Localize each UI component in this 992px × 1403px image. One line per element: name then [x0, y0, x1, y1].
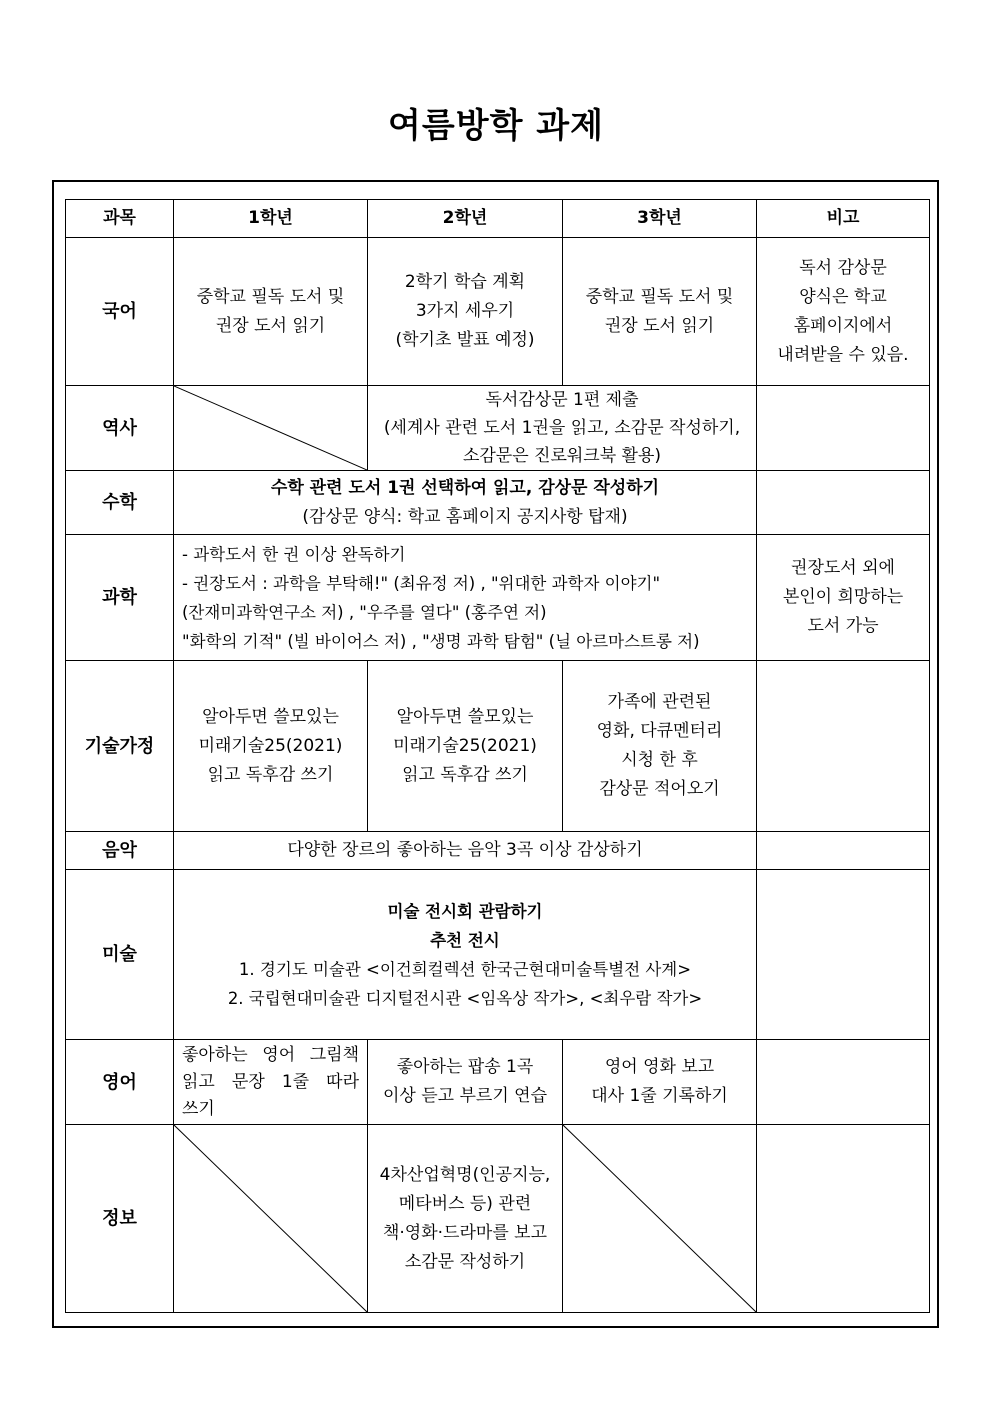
row-tech [66, 661, 930, 832]
row-music [66, 832, 930, 870]
art-note [757, 870, 930, 1040]
math-line2: (감상문 양식: 학교 홈페이지 공지사항 탑재) [302, 506, 628, 527]
header-grade2: 2학년 [368, 200, 563, 238]
korean-note-line1: 독서 감상문 [799, 257, 887, 278]
english-g3-line2: 대사 1줄 기록하기 [591, 1086, 728, 1106]
subject-math: 수학 [66, 471, 174, 535]
history-grade1-empty [174, 386, 368, 471]
science-line2: - 권장도서 : 과학을 부탁해!" (최유정 저) , "위대한 과학자 이야기" [182, 573, 661, 593]
korean-g2-line3: (학기초 발표 예정) [395, 330, 535, 350]
subject-history: 역사 [66, 386, 174, 471]
subject-art: 미술 [66, 870, 174, 1040]
header-grade3: 3학년 [563, 200, 757, 238]
header-row [66, 200, 930, 238]
science-note-line2: 본인이 희망하는 [782, 587, 904, 607]
subject-music: 음악 [66, 832, 174, 870]
tech-g2-line2: 미래기술25(2021) [393, 735, 537, 756]
tech-g2-line1: 알아두면 쓸모있는 [396, 706, 534, 727]
subject-science: 과학 [66, 535, 174, 661]
korean-g1-line1: 중학교 필독 도서 및 [196, 286, 345, 307]
tech-g3-line2: 영화, 다큐멘터리 [596, 721, 723, 741]
diagonal-slash [174, 386, 367, 470]
english-g3-line1: 영어 영화 보고 [604, 1057, 715, 1077]
history-line2: (세계사 관련 도서 1권을 읽고, 소감문 작성하기, [383, 418, 741, 438]
row-english [66, 1040, 930, 1125]
art-line3: 1. 경기도 미술관 <이건희컬렉션 한국근현대미술특별전 사계> [238, 959, 692, 979]
art-line1: 미술 전시회 관람하기 [387, 901, 543, 921]
tech-g1-line3: 읽고 독후감 쓰기 [207, 764, 334, 785]
korean-note-line4: 내려받을 수 있음. [777, 344, 909, 365]
row-art [66, 870, 930, 1040]
english-grade3 [563, 1040, 757, 1125]
english-g1-line3: 쓰기 [182, 1098, 215, 1119]
history-grade23 [368, 386, 757, 471]
history-line1: 독서감상문 1편 제출 [485, 390, 639, 410]
info-g2-line4: 소감문 작성하기 [404, 1251, 526, 1272]
tech-grade3 [563, 661, 757, 832]
art-line2: 추천 전시 [430, 930, 500, 950]
science-all [174, 535, 757, 661]
korean-grade1 [174, 238, 368, 386]
tech-g1-line2: 미래기술25(2021) [198, 735, 343, 756]
tech-g1-line1: 알아두면 쓸모있는 [202, 706, 339, 727]
math-note [757, 471, 930, 535]
korean-note-line2: 양식은 학교 [799, 286, 887, 307]
assignment-table [65, 199, 930, 1313]
diagonal-slash [174, 1125, 367, 1312]
row-korean [66, 238, 930, 386]
science-note [757, 535, 930, 661]
subject-info: 정보 [66, 1125, 174, 1313]
science-note-line1: 권장도서 외에 [791, 558, 895, 578]
science-note-line3: 도서 가능 [807, 616, 879, 636]
korean-note-line3: 홈페이지에서 [793, 315, 893, 336]
korean-g3-line1: 중학교 필독 도서 및 [585, 286, 734, 307]
subject-tech: 기술가정 [66, 661, 174, 832]
korean-g3-line2: 권장 도서 읽기 [604, 315, 715, 336]
tech-grade1 [174, 661, 368, 832]
science-line3: (잔재미과학연구소 저) , "우주를 열다" (홍주연 저) [182, 602, 547, 622]
info-g2-line1: 4차산업혁명(인공지능, [379, 1164, 551, 1185]
english-g2-line1: 좋아하는 팝송 1곡 [396, 1057, 534, 1077]
korean-note [757, 238, 930, 386]
history-line3: 소감문은 진로워크북 활용) [462, 446, 662, 466]
english-note [757, 1040, 930, 1125]
korean-grade2 [368, 238, 563, 386]
row-math [66, 471, 930, 535]
english-grade2 [368, 1040, 563, 1125]
header-note: 비고 [757, 200, 930, 238]
tech-g2-line3: 읽고 독후감 쓰기 [402, 764, 528, 785]
header-subject: 과목 [66, 200, 174, 238]
subject-korean: 국어 [66, 238, 174, 386]
korean-grade3 [563, 238, 757, 386]
korean-g2-line2: 3가지 세우기 [415, 301, 515, 321]
korean-g1-line2: 권장 도서 읽기 [215, 315, 326, 336]
info-note [757, 1125, 930, 1313]
tech-g3-line3: 시청 한 후 [621, 750, 698, 770]
english-g1-line1: 좋아하는 영어 그림책 [182, 1044, 359, 1065]
art-all [174, 870, 757, 1040]
subject-english: 영어 [66, 1040, 174, 1125]
header-grade1: 1학년 [174, 200, 368, 238]
english-g1-line2: 읽고 문장 1줄 따라 [182, 1071, 359, 1092]
row-history [66, 386, 930, 471]
science-line4: "화학의 기적" (빌 바이어스 저) , "생명 과학 탐험" (닐 아르마스트롱 저) [182, 631, 700, 651]
music-note [757, 832, 930, 870]
info-g2-line3: 책·영화·드라마를 보고 [382, 1222, 547, 1243]
info-grade2 [368, 1125, 563, 1313]
math-line1: 수학 관련 도서 1권 선택하여 읽고, 감상문 작성하기 [270, 477, 660, 498]
tech-g3-line4: 감상문 적어오기 [599, 779, 720, 799]
row-info [66, 1125, 930, 1313]
english-g2-line2: 이상 듣고 부르기 연습 [382, 1086, 547, 1106]
row-science [66, 535, 930, 661]
music-all: 다양한 장르의 좋아하는 음악 3곡 이상 감상하기 [174, 832, 757, 870]
history-note [757, 386, 930, 471]
art-line4: 2. 국립현대미술관 디지털전시관 <임옥상 작가>, <최우람 작가> [227, 988, 703, 1008]
english-grade1 [174, 1040, 368, 1125]
diagonal-slash [563, 1125, 756, 1312]
info-g2-line2: 메타버스 등) 관련 [398, 1193, 532, 1214]
info-grade3-empty [563, 1125, 757, 1313]
page-title: 여름방학 과제 [388, 106, 604, 146]
tech-note [757, 661, 930, 832]
tech-g3-line1: 가족에 관련된 [607, 692, 712, 712]
info-grade1-empty [174, 1125, 368, 1313]
korean-g2-line1: 2학기 학습 계획 [404, 272, 526, 292]
math-all [174, 471, 757, 535]
tech-grade2 [368, 661, 563, 832]
science-line1: - 과학도서 한 권 이상 완독하기 [182, 544, 406, 564]
